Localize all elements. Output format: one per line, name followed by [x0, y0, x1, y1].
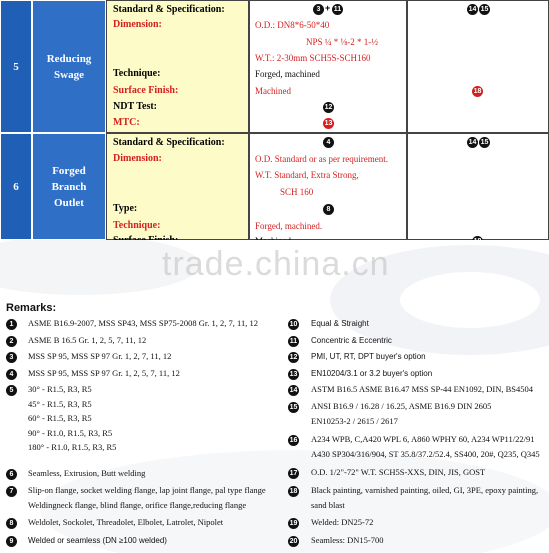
remark-number-badge: 2: [6, 336, 17, 347]
remark-badge: 15: [480, 6, 489, 13]
remark-number-badge: 7: [6, 486, 17, 497]
remark-number-badge: 5: [6, 385, 17, 396]
remark-text: Seamless, Extrusion, Butt welding: [28, 468, 146, 478]
spec-table: [0, 0, 549, 240]
remark-number-badge: 4: [6, 369, 17, 380]
remark-number-badge: 10: [289, 321, 298, 328]
remark-text: ASME B 16.5 Gr. 1, 2, 5, 7, 11, 12: [28, 335, 147, 345]
remark-text: EN10204/3.1 or 3.2 buyer's option: [311, 369, 433, 378]
row-product-name: Reducing Swage: [32, 0, 106, 133]
remark-badge: 8: [323, 204, 334, 215]
label-standard: Standard & Specification:: [113, 137, 225, 148]
remark-number-badge: 20: [289, 538, 298, 545]
dimension-line: W.T. Standard, Extra Strong,: [255, 170, 359, 180]
label-dimension: Dimension:: [113, 19, 162, 30]
row-number: 6: [0, 133, 32, 240]
remark-text: ASTM B16.5 ASME B16.47 MSS SP-44 EN1092, DIN, BS4504: [311, 384, 533, 394]
label-technique: Technique:: [113, 68, 161, 79]
remark-badge: 14: [468, 139, 477, 146]
remark-text: A430 SP304/316/904, ST 35.8/37.2/52.4, SS400, 20#, Q235, Q345: [311, 448, 540, 459]
remark-badge: 11: [333, 6, 342, 13]
remark-text: 90° - R1.0, R1.5, R3, R5: [28, 427, 113, 438]
row-standard-column: [407, 0, 549, 133]
remark-text: Welded: DN25-72: [311, 517, 374, 527]
remark-text: sand blast: [311, 499, 345, 510]
remark-number-badge: 17: [289, 470, 298, 477]
remark-badge: 13: [324, 120, 333, 127]
row-spec-labels: [106, 133, 249, 240]
remark-badge: 14: [468, 6, 477, 13]
remark-text: EN10253-2 / 2615 / 2617: [311, 415, 398, 426]
watermark: trade.china.cn: [162, 245, 390, 283]
remark-text: MSS SP 95, MSS SP 97 Gr. 1, 2, 7, 11, 12: [28, 351, 172, 361]
technique-value: Forged, machined.: [255, 221, 323, 231]
remark-text: 30° - R1.5, R3, R5: [28, 384, 92, 394]
row-spec-values: [249, 133, 407, 240]
remark-text: 60° - R1.5, R3, R5: [28, 413, 92, 423]
remark-number-badge: 19: [289, 520, 298, 527]
remark-text: MSS SP 95, MSS SP 97 Gr. 1, 2, 5, 7, 11, 12: [28, 368, 180, 378]
label-surface-finish: Surface Finish:: [113, 85, 179, 96]
remark-number-badge: 12: [289, 354, 298, 361]
label-standard: Standard & Specification:: [113, 4, 225, 15]
remark-text: Seamless: DN15-700: [311, 535, 384, 545]
label-dimension: Dimension:: [113, 153, 162, 164]
row-spec-values: [249, 0, 407, 133]
surface-finish-value: Machined: [255, 86, 291, 96]
remark-number-badge: 15: [289, 404, 298, 411]
remark-badge: 4: [323, 137, 334, 148]
remark-text: O.D. 1/2"-72" W.T. SCH5S-XXS, DIN, JIS, GOST: [311, 467, 486, 477]
remark-text: Weldolet, Sockolet, Threadolet, Elbolet, Latrolet, Nipolet: [28, 517, 224, 527]
remark-text: 45° - R1.5, R3, R5: [28, 398, 92, 409]
remark-text: Weldingneck flange, blind flange, orifice flange,reducing flange: [28, 499, 247, 510]
badge-separator: +: [325, 3, 331, 13]
remark-text: Welded or seamless (DN ≥100 welded): [28, 536, 167, 545]
dimension-line: SCH 160: [280, 187, 314, 197]
remark-number-badge: 9: [6, 536, 17, 547]
label-technique: Technique:: [113, 220, 161, 231]
label-mtc: MTC:: [113, 117, 140, 128]
label-type: Type:: [113, 203, 138, 214]
remark-badge: 15: [480, 139, 489, 146]
remark-number-badge: 13: [289, 371, 298, 378]
row-product-name: Forged Branch Outlet: [32, 133, 106, 240]
remark-text: A234 WPB, C,A420 WPL 6, A860 WPHY 60, A234 WP11/22/91: [311, 434, 535, 444]
remark-text: Black painting, varnished painting, oiled, GI, 3PE, epoxy painting,: [311, 485, 539, 495]
label-ndt-test: NDT Test:: [113, 101, 157, 112]
remark-text: Slip-on flange, socket welding flange, lap joint flange, pal type flange: [28, 485, 266, 495]
row-number: 5: [0, 0, 32, 133]
remark-text: PMI, UT, RT, DPT buyer's option: [311, 352, 426, 361]
dimension-line: O.D.: DN8*6-50*40: [255, 20, 330, 30]
remark-number-badge: 1: [6, 319, 17, 330]
remark-text: ASME B16.9-2007, MSS SP43, MSS SP75-2008 Gr. 1, 2, 7, 11, 12: [28, 318, 258, 328]
remark-text: Concentric & Eccentric: [311, 336, 392, 345]
row-standard-column: [407, 133, 549, 240]
dimension-line: NPS ¼ * ⅛-2 * 1-½: [306, 37, 379, 47]
remark-number-badge: 11: [289, 338, 298, 345]
remark-number-badge: 16: [289, 437, 298, 444]
dimension-line: O.D. Standard or as per requirement.: [255, 154, 388, 164]
row-spec-labels: [106, 0, 249, 133]
remark-text: ANSI B16.9 / 16.28 / 16.25, ASME B16.9 DIN 2605: [311, 401, 492, 411]
remark-text: Equal & Straight: [311, 319, 369, 328]
remark-number-badge: 6: [6, 469, 17, 480]
remarks-title: Remarks:: [6, 302, 57, 314]
dimension-line: W.T.: 2-30mm SCH5S-SCH160: [255, 53, 371, 63]
remark-number-badge: 18: [289, 488, 298, 495]
remark-text: 180° - R1.0, R1.5, R3, R5: [28, 442, 117, 452]
remark-badge: 12: [324, 104, 333, 111]
remark-number-badge: 3: [6, 352, 17, 363]
remark-number-badge: 14: [289, 387, 298, 394]
remark-number-badge: 8: [6, 518, 17, 529]
remark-badge: 3: [313, 4, 324, 15]
remark-badge: 18: [473, 88, 482, 95]
technique-value: Forged, machined: [255, 69, 320, 79]
